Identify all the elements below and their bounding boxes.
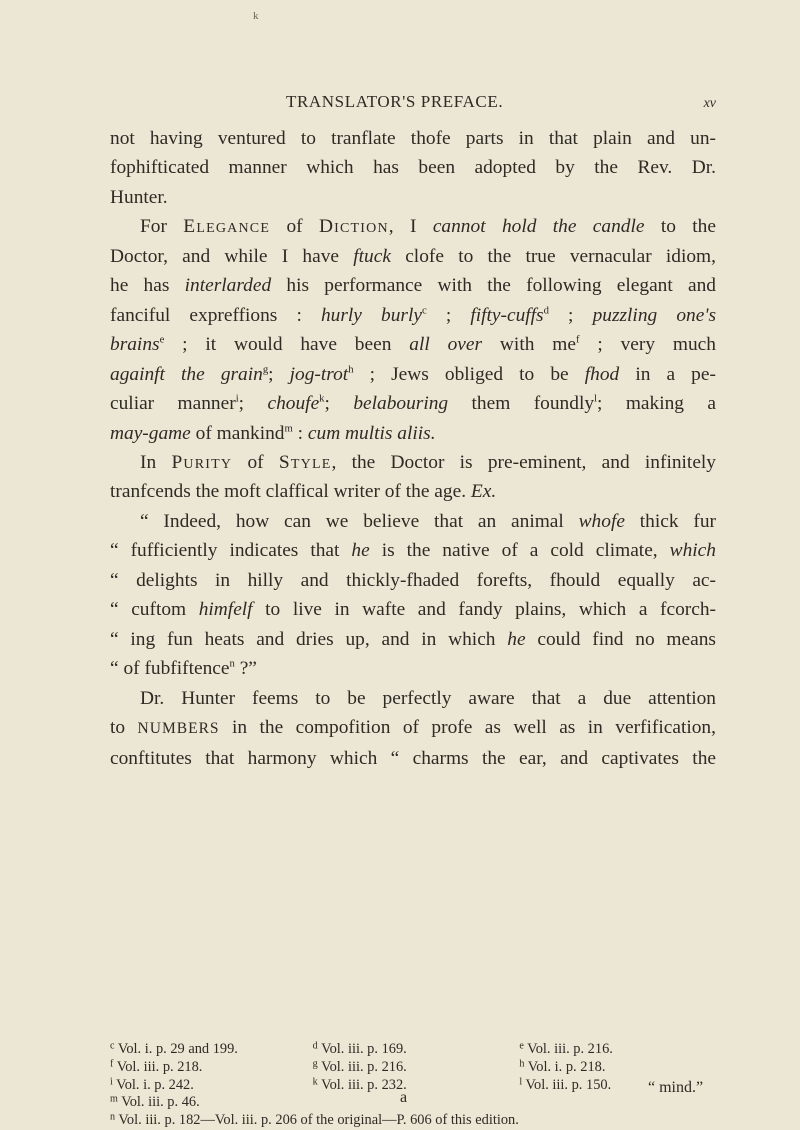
catchword: “ mind.”: [648, 1079, 704, 1096]
text-line: fophifticated manner which has been adopted by the Rev. Dr.: [110, 157, 716, 179]
signature-mark: a: [400, 1089, 408, 1106]
body-text: [110, 124, 716, 773]
text-line: tranfcends the moft claffical writer of the age. Ex.: [110, 481, 497, 503]
text-line: “ fufficiently indicates that he is the native of a cold climate, which: [110, 540, 716, 562]
footnote: $^g$ Vol. iii. p. 216.: [312, 1058, 407, 1075]
footnote-row: [110, 1077, 716, 1095]
footnote: $^e$ Vol. iii. p. 216.: [519, 1040, 613, 1057]
text-line: may-game of mankind$^m$ : cum multis aliis.: [110, 422, 436, 444]
text-line: fanciful expreffions : hurly burly$^c$ ; fifty-cuffs$^d$ ; puzzling one's: [110, 304, 716, 326]
footnote: $^h$ Vol. i. p. 218.: [519, 1058, 606, 1075]
footnote: $^d$ Vol. iii. p. 169.: [312, 1040, 407, 1057]
text-line: For Elegance of Diction, I cannot hold the candle to the: [140, 216, 716, 238]
text-line: “ of fubfiftence$^n$ ?”: [110, 657, 257, 680]
text-line: “ Indeed, how can we believe that an animal whofe thick fur: [140, 510, 716, 532]
footnote-row: [110, 1059, 716, 1077]
footnote: $^c$ Vol. i. p. 29 and 199.: [110, 1040, 238, 1057]
footnote-row: [110, 1041, 716, 1059]
text-line: not having ventured to tranflate thofe parts in that plain and un-: [110, 128, 716, 149]
text-line: Hunter.: [110, 186, 168, 208]
text-line: “ delights in hilly and thickly-fhaded forefts, fhould equally ac-: [110, 569, 716, 591]
footnotes: [110, 1041, 716, 1130]
text-line: Dr. Hunter feems to be perfectly aware that a due attention: [140, 687, 716, 709]
footnote: $^n$ Vol. iii. p. 182—Vol. iii. p. 206 of the original—P. 606 of this edition.: [110, 1111, 519, 1129]
text-line: brains$^e$ ; it would have been all over with $me^f$ ; very much: [110, 333, 716, 356]
text-line: “ ing fun heats and dries up, and in which he could find no means: [110, 628, 716, 650]
footnote: $^i$ Vol. i. p. 242.: [110, 1076, 194, 1093]
text-line: he has interlarded his performance with the following elegant and: [110, 275, 716, 297]
text-line: to NUMBERS in the compofition of profe as well as in verfification,: [110, 717, 716, 739]
text-line: “ cuftom himfelf to live in wafte and fandy plains, which a fcorch-: [110, 599, 716, 621]
footnote: $^l$ Vol. iii. p. 150.: [519, 1076, 612, 1093]
text-line: culiar manner$^i$; choufe$^k$; belabouring them foundly$^l$; making a: [110, 392, 716, 415]
text-line: Doctor, and while I have ftuck clofe to the true vernacular idiom,: [110, 245, 716, 267]
running-head: TRANSLATOR'S PREFACE.: [286, 92, 504, 111]
footnote: $^f$ Vol. iii. p. 218.: [110, 1058, 203, 1075]
page-header: [110, 92, 716, 112]
footnote: $^m$ Vol. iii. p. 46.: [110, 1093, 200, 1111]
page-top-mark: k: [253, 10, 259, 22]
page-number: xv: [703, 96, 716, 111]
text-line: againft the grain$^g$; jog-trot$^h$ ; Jews obliged to be fhod in a pe-: [110, 363, 716, 385]
text-line: In Purity of Style, the Doctor is pre-eminent, and infinitely: [140, 451, 716, 473]
footnote: $^k$ Vol. iii. p. 232.: [312, 1076, 407, 1093]
text-line: conftitutes that harmony which “ charms the ear, and captivates the: [110, 747, 716, 769]
